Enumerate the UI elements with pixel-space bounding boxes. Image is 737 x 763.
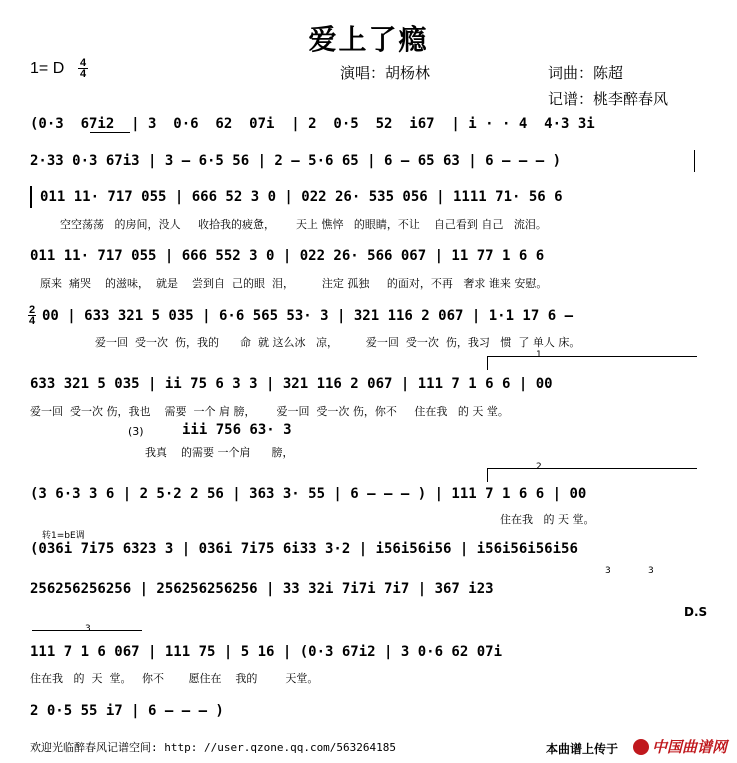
lyric-line-6: 爱一回 受一次 伤，我也 需要 一个 肩 膀， 爱一回 受一次 伤，你不 住在我 的 天 堂。 (30, 405, 509, 418)
lyric-line-4: 原来 痛哭 的滋味， 就是 尝到自 己的眼 泪， 注定 孤独 的面对，不再 奢求 谁来 安慰。 (40, 277, 548, 290)
upload-note: 本曲谱上传于 (546, 742, 619, 756)
score-line-1: (0·3 67i2 | 3 0·6 62 07i | 2 0·5 52 i67 | i · · 4 4·3 3i (30, 116, 595, 132)
ds-mark: D.S (684, 605, 708, 619)
beam (90, 132, 130, 133)
volta-1-line (487, 356, 697, 357)
modulation-mark: 转1=bE调 (42, 531, 85, 541)
volta-2-hook (487, 468, 488, 482)
repeat-start (30, 186, 32, 208)
lyric-line-3: 空空荡荡 的房间，没人 收拾我的疲惫， 天上 憔悴 的眼睛，不让 自己看到 自己 流泪。 (60, 218, 547, 231)
footer-link-text: 欢迎光临醉春风记谱空间: http: //user.qzone.qq.com/563264185 (30, 741, 397, 754)
tuplet-mark-2: 3 (648, 566, 654, 576)
credits: 词曲：陈超 (548, 64, 624, 82)
lyric-line-7: 我真 的需要 一个肩 膀， (145, 446, 294, 459)
tuplet-mark: 3 (605, 566, 611, 576)
time-signature (78, 58, 88, 79)
triplet-mark: (3) (128, 425, 144, 438)
score-line-4: 011 11· 717 055 | 666 552 3 0 | 022 26· 566 067 | 11 77 1 6 6 (30, 248, 545, 264)
score-line-8: (3 6·3 3 6 | 2 5·2 2 56 | 363 3· 55 | 6 – – – ) | 111 7 1 6 6 | 00 (30, 486, 587, 502)
score-line-5: 00 | 633 321 5 035 | 6·6 565 53· 3 | 321 116 2 067 | 1·1 17 6 – (42, 308, 574, 324)
score-line-2: 2·33 0·3 67i3 | 3 – 6·5 56 | 2 – 5·6 65 | 6 – 65 63 | 6 – – – ) (30, 153, 562, 169)
score-line-11: 111 7 1 6 067 | 111 75 | 5 16 | (0·3 67i2 | 3 0·6 62 07i (30, 644, 503, 660)
time-bottom: 4 (79, 68, 87, 80)
lyric-line-11: 住在我 的 天 堂。 你不 愿住在 我的 天堂。 (30, 672, 319, 685)
site-logo: 中国曲谱网 (633, 736, 727, 757)
song-title: 爱上了瘾 (308, 23, 429, 56)
key-signature: 1= D (30, 60, 65, 77)
volta-1-hook (487, 356, 488, 370)
score-line-3: 011 11· 717 055 | 666 52 3 0 | 022 26· 535 056 | 1111 71· 56 6 (40, 189, 563, 205)
lyric-line-5: 爱一回 受一次 伤，我的 命 就 这么冰 凉， 爱一回 受一次 伤，我习 惯 了 单人 床。 (95, 336, 581, 349)
time-top: 4 (79, 57, 87, 69)
volta-2-line (487, 468, 697, 469)
logo-icon (633, 739, 649, 755)
tuplet-mark-3: 3 (85, 624, 91, 634)
time-signature-2-4: 2 4 (28, 304, 36, 327)
score-line-12: 2 0·5 55 i7 | 6 – – – ) (30, 703, 224, 719)
volta-1-label: 1 (536, 350, 542, 360)
score-line-10: 256256256256 | 256256256256 | 33 32i 7i7i 7i7 | 367 i23 (30, 581, 494, 597)
score-line-9: (036i 7i75 6323 3 | 036i 7i75 6i33 3·2 | i56i56i56 | i56i56i56i56 (30, 541, 578, 557)
score-line-6: 633 321 5 035 | ii 75 6 3 3 | 321 116 2 067 | 111 7 1 6 6 | 00 (30, 376, 553, 392)
lyric-line-8: 住在我 的 天 堂。 (500, 513, 595, 526)
singer: 演唱：胡杨林 (340, 64, 431, 82)
volta-2-label: 2 (536, 462, 542, 472)
end-bar (694, 150, 695, 172)
transcriber: 记谱：桃李醉春风 (548, 90, 669, 108)
score-line-7: iii 756 63· 3 (182, 422, 292, 438)
